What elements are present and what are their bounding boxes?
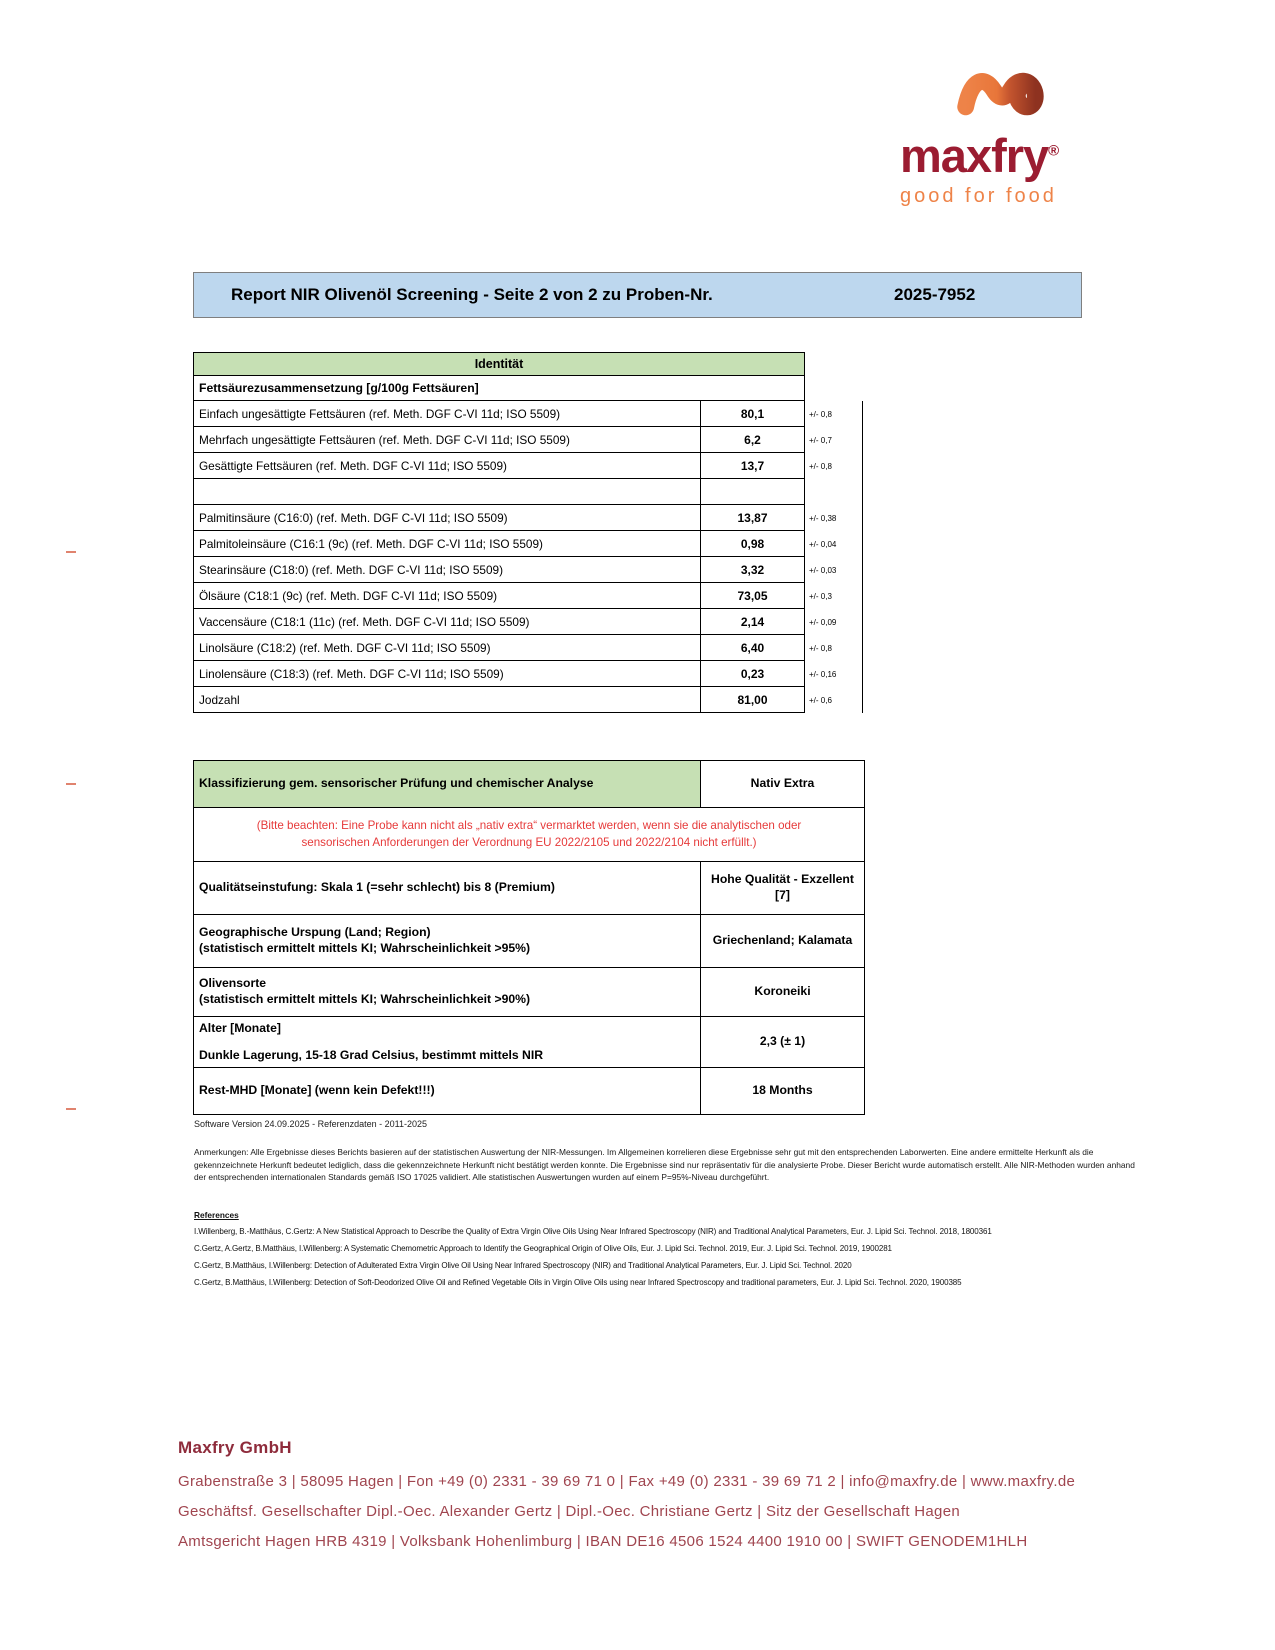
variety-value: Koroneiki xyxy=(700,968,865,1017)
references-section xyxy=(194,1210,1154,1295)
row-tolerance xyxy=(805,479,863,505)
row-label: Vaccensäure (C18:1 (11c) (ref. Meth. DGF C-VI 11d; ISO 5509) xyxy=(193,609,700,635)
identity-table xyxy=(193,352,863,713)
row-label: Mehrfach ungesättigte Fettsäuren (ref. Meth. DGF C-VI 11d; ISO 5509) xyxy=(193,427,700,453)
row-value: 73,05 xyxy=(700,583,805,609)
row-label: Stearinsäure (C18:0) (ref. Meth. DGF C-VI 11d; ISO 5509) xyxy=(193,557,700,583)
classification-header: Klassifizierung gem. sensorischer Prüfung und chemischer Analyse xyxy=(193,760,700,808)
brand-name: maxfry xyxy=(900,129,1049,182)
variety-label xyxy=(193,968,700,1017)
reference-item: C.Gertz, A.Gertz, B.Matthäus, I.Willenberg: A Systematic Chemometric Approach to Identify the Geographical Origin of Olive Oils, Eur. J. Lipid Sci. Technol. 2019, Eur. J. Lipid Sci. Technol. 2019, 1900281 xyxy=(194,1244,892,1253)
row-label: Palmitoleinsäure (C16:1 (9c) (ref. Meth. DGF C-VI 11d; ISO 5509) xyxy=(193,531,700,557)
fold-mark xyxy=(66,551,76,553)
fold-mark xyxy=(66,1108,76,1110)
row-tolerance: +/- 0,16 xyxy=(805,661,863,687)
row-tolerance: +/- 0,3 xyxy=(805,583,863,609)
origin-label xyxy=(193,915,700,968)
shelf-life-value: 18 Months xyxy=(700,1068,865,1115)
origin-value: Griechenland; Kalamata xyxy=(700,915,865,968)
row-label: Gesättigte Fettsäuren (ref. Meth. DGF C-VI 11d; ISO 5509) xyxy=(193,453,700,479)
shelf-life-label: Rest-MHD [Monate] (wenn kein Defekt!!!) xyxy=(193,1068,700,1115)
identity-table-header: Identität xyxy=(193,352,805,376)
row-value: 6,40 xyxy=(700,635,805,661)
brand-tagline: good for food xyxy=(900,185,1057,207)
spacer xyxy=(805,352,863,376)
row-value: 13,7 xyxy=(700,453,805,479)
fold-mark xyxy=(66,783,76,785)
variety-label-line1: Olivensorte xyxy=(199,976,267,991)
row-value: 0,23 xyxy=(700,661,805,687)
row-value: 2,14 xyxy=(700,609,805,635)
quality-value-line1: Hohe Qualität - Exzellent xyxy=(711,872,854,887)
quality-label: Qualitätseinstufung: Skala 1 (=sehr schlecht) bis 8 (Premium) xyxy=(193,862,700,915)
footer-management-line: Geschäftsf. Gesellschafter Dipl.-Oec. Alexander Gertz | Dipl.-Oec. Christiane Gertz | Sitz der Gesellschaft Hagen xyxy=(178,1503,960,1520)
origin-label-line1: Geographische Urspung (Land; Region) xyxy=(199,925,431,940)
row-value: 13,87 xyxy=(700,505,805,531)
row-tolerance: +/- 0,6 xyxy=(805,687,863,713)
row-tolerance: +/- 0,09 xyxy=(805,609,863,635)
row-value: 3,32 xyxy=(700,557,805,583)
classification-table xyxy=(193,760,865,1115)
variety-label-line2: (statistisch ermittelt mittels KI; Wahrscheinlichkeit >90%) xyxy=(199,992,531,1006)
brand-wordmark xyxy=(900,129,1105,182)
row-label: Ölsäure (C18:1 (9c) (ref. Meth. DGF C-VI 11d; ISO 5509) xyxy=(193,583,700,609)
row-tolerance: +/- 0,03 xyxy=(805,557,863,583)
row-tolerance: +/- 0,8 xyxy=(805,453,863,479)
row-tolerance: +/- 0,04 xyxy=(805,531,863,557)
classification-warning-note: (Bitte beachten: Eine Probe kann nicht als „nativ extra“ vermarktet werden, wenn sie die analytischen oder sensorischen Anforderungen der Verordnung EU 2022/2105 und 2022/2104 nicht erfüllt.) xyxy=(193,808,865,862)
report-title: Report NIR Olivenöl Screening - Seite 2 von 2 zu Proben-Nr. xyxy=(231,285,713,304)
row-value: 81,00 xyxy=(700,687,805,713)
footer-company-name: Maxfry GmbH xyxy=(178,1438,292,1457)
footer-contact-line: Grabenstraße 3 | 58095 Hagen | Fon +49 (0) 2331 - 39 69 71 0 | Fax +49 (0) 2331 - 39 69 71 2 | info@maxfry.de | www.maxfry.de xyxy=(178,1473,1076,1490)
classification-result: Nativ Extra xyxy=(700,760,865,808)
age-label-line1: Alter [Monate] xyxy=(199,1020,281,1035)
row-tolerance: +/- 0,7 xyxy=(805,427,863,453)
row-label: Palmitinsäure (C16:0) (ref. Meth. DGF C-VI 11d; ISO 5509) xyxy=(193,505,700,531)
software-version-note: Software Version 24.09.2025 - Referenzdaten - 2011-2025 xyxy=(194,1119,427,1129)
row-value: 0,98 xyxy=(700,531,805,557)
row-label xyxy=(193,479,700,505)
row-label: Linolsäure (C18:2) (ref. Meth. DGF C-VI 11d; ISO 5509) xyxy=(193,635,700,661)
footer-registry-line: Amtsgericht Hagen HRB 4319 | Volksbank Hohenlimburg | IBAN DE16 4506 1524 4400 1910 00 | SWIFT GENODEM1HLH xyxy=(178,1533,1028,1550)
identity-table-subheader: Fettsäurezusammensetzung [g/100g Fettsäuren] xyxy=(193,376,805,401)
reference-item: I.Willenberg, B.-Matthäus, C.Gertz: A New Statistical Approach to Describe the Quality of Extra Virgin Olive Oils Using Near Infrared Spectroscopy (NIR) and Traditional Analytical Parameters, Eur. J. Lipid Sci. Technol. 2018, 1800361 xyxy=(194,1227,992,1236)
references-title: References xyxy=(194,1210,239,1220)
company-footer xyxy=(178,1438,1075,1557)
sample-number: 2025-7952 xyxy=(894,285,976,304)
age-value: 2,3 (± 1) xyxy=(700,1017,865,1068)
row-value: 6,2 xyxy=(700,427,805,453)
row-tolerance: +/- 0,8 xyxy=(805,635,863,661)
reference-item: C.Gertz, B.Matthäus, I.Willenberg: Detection of Soft-Deodorized Olive Oil and Refined Vegetable Oils in Virgin Olive Oils using near Infrared Spectroscopy and traditional parameters, Eur. J. Lipid Sci. Technol. 2020, 1900385 xyxy=(194,1278,962,1287)
reference-item: C.Gertz, B.Matthäus, I.Willenberg: Detection of Adulterated Extra Virgin Olive Oil Using Near Infrared Spectroscopy (NIR) and Traditional Analytical Parameters, Eur. J. Lipid Sci. Technol. 2020 xyxy=(194,1261,852,1270)
row-label: Linolensäure (C18:3) (ref. Meth. DGF C-VI 11d; ISO 5509) xyxy=(193,661,700,687)
registered-mark: ® xyxy=(1048,142,1059,160)
remarks-paragraph: Anmerkungen: Alle Ergebnisse dieses Berichts basieren auf der statistischen Auswertung der NIR-Messungen. Im Allgemeinen korrelieren diese Ergebnisse sehr gut mit den entsprechenden Laborwerten. Eine andere ermittelte Herkunft als die gekennzeichnete Herkunft bedeutet lediglich, dass die gekennzeichnete Herkunft nicht bestätigt werden konnte. Die Ergebnisse sind nur repräsentativ für die analysierte Probe. Dieser Bericht wurde automatisch erstellt. Alle NIR-Methoden wurden anhand der entsprechenden internationalen Standards gemäß ISO 17025 validiert. Alle statistischen Auswertungen wurden auf einem P=95%-Niveau durchgeführt. xyxy=(194,1147,1135,1183)
row-value: 80,1 xyxy=(700,401,805,427)
maxfry-ribbon-icon xyxy=(947,52,1059,130)
row-tolerance: +/- 0,38 xyxy=(805,505,863,531)
row-label: Jodzahl xyxy=(193,687,700,713)
origin-label-line2: (statistisch ermittelt mittels KI; Wahrscheinlichkeit >95%) xyxy=(199,941,531,955)
quality-value xyxy=(700,862,865,915)
row-value xyxy=(700,479,805,505)
row-label: Einfach ungesättigte Fettsäuren (ref. Meth. DGF C-VI 11d; ISO 5509) xyxy=(193,401,700,427)
age-label-line2: Dunkle Lagerung, 15-18 Grad Celsius, bestimmt mittels NIR xyxy=(199,1047,544,1062)
spacer xyxy=(805,376,863,401)
row-tolerance: +/- 0,8 xyxy=(805,401,863,427)
report-title-bar xyxy=(193,272,1082,318)
quality-value-line2: [7] xyxy=(775,888,790,902)
maxfry-logo xyxy=(900,52,1105,208)
age-label xyxy=(193,1017,700,1068)
